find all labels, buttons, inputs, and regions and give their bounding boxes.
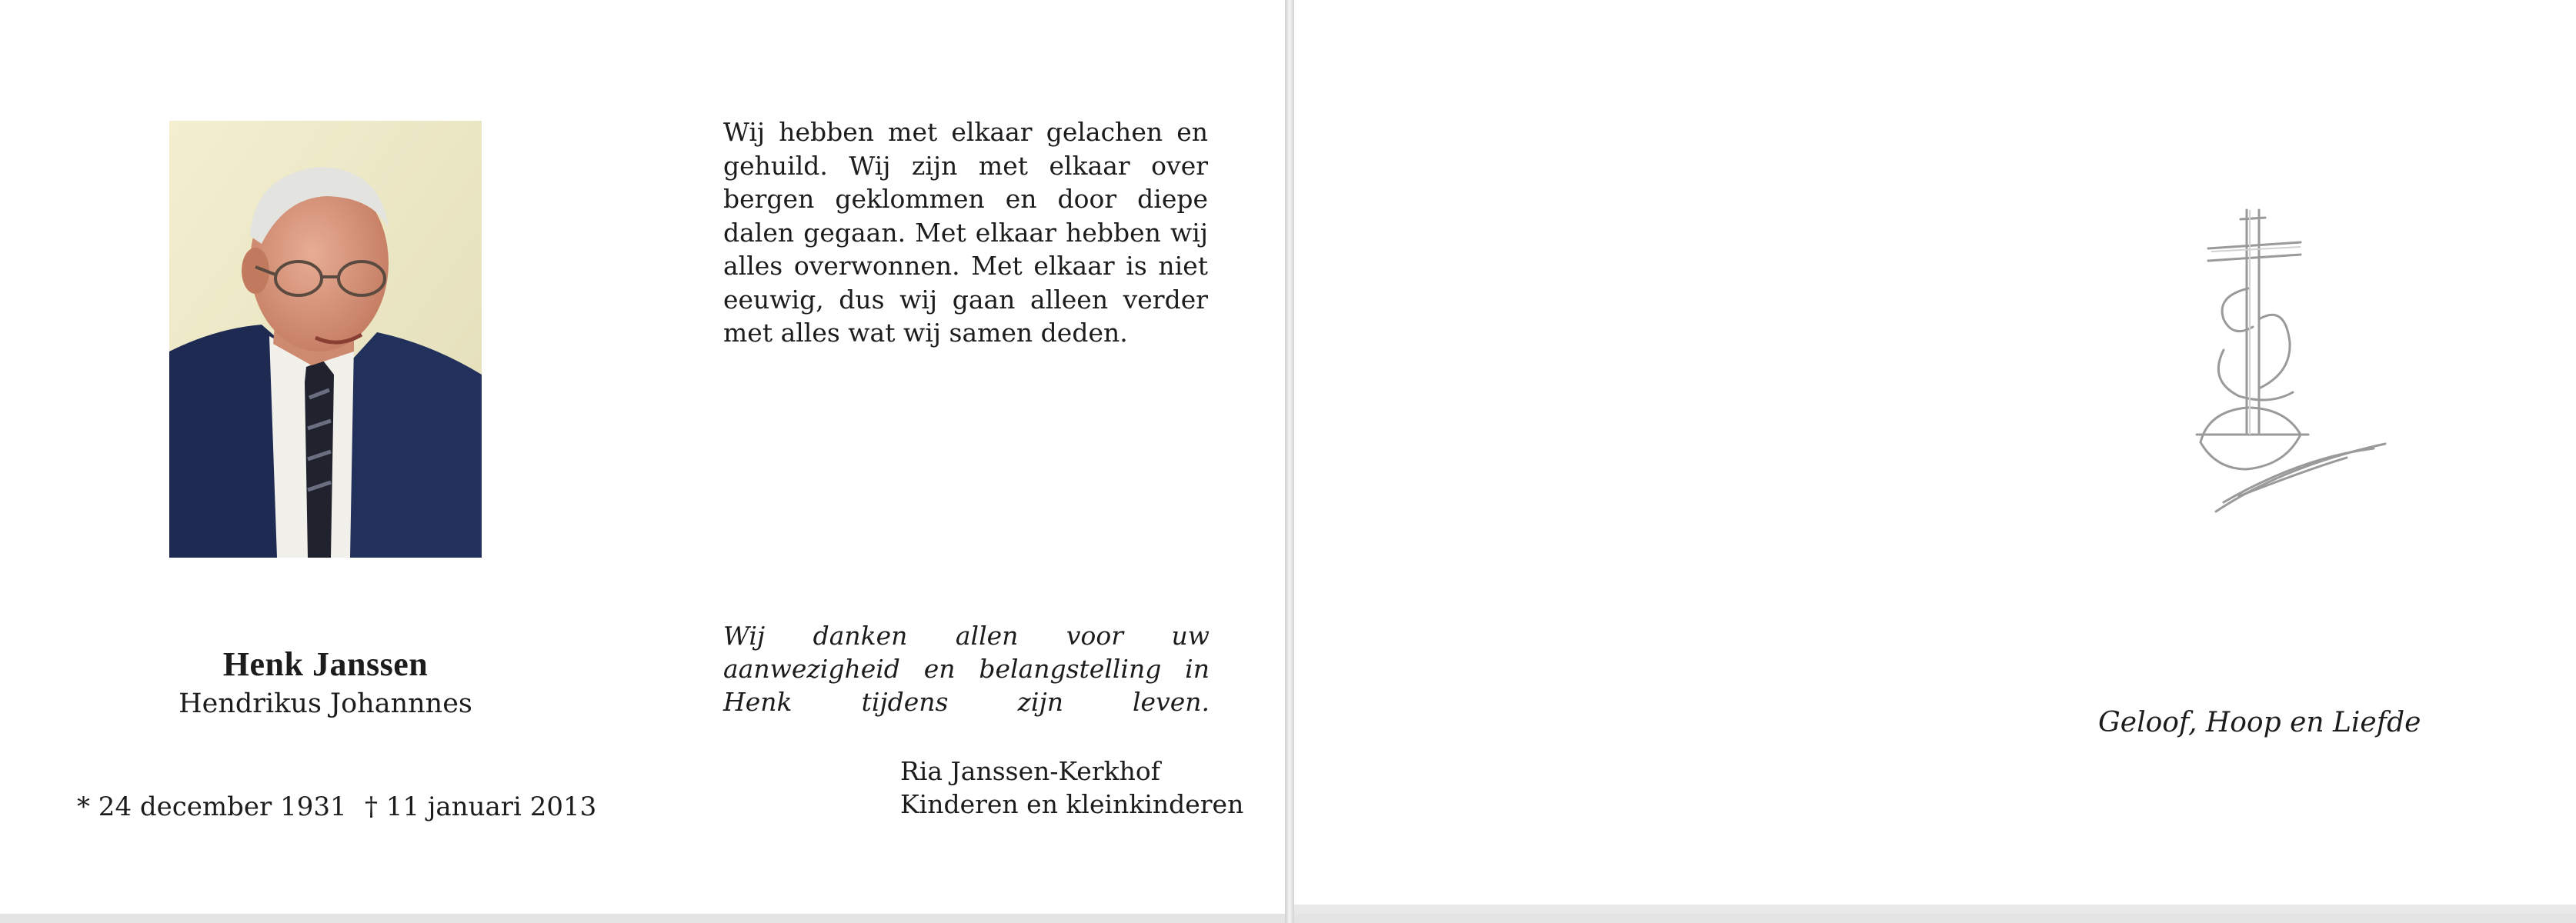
page-edge [1294,905,2576,914]
deceased-name: Henk Janssen [222,645,429,683]
left-card-page [0,0,1285,914]
memorial-poem: Wij hebben met elkaar gelachen en gehuild. Wij zijn met elkaar over bergen geklommen en door diepe dalen gegaan. Met elkaar hebben wij alles overwonnen. Met elkaar is niet eeuwig, dus wij gaan alleen verder met alles wat wij samen deden. [723,117,1208,348]
signature-family: Kinderen en kleinkinderen [900,789,1244,819]
cross-anchor-heart-icon [2193,204,2393,535]
birth-date: * 24 december 1931 [77,791,347,822]
thank-you-text: Wij danken allen voor uw aanwezigheid en belangstelling in Henk tijdens zijn leven. [723,621,1210,717]
portrait-photo [169,121,482,558]
death-date: † 11 januari 2013 [365,791,597,822]
deceased-full-name: Hendrikus Johannnes [179,688,472,719]
signature-name: Ria Janssen-Kerkhof [900,756,1160,786]
card-fold [1285,0,1294,923]
motto-text: Geloof, Hoop en Liefde [2098,707,2421,738]
